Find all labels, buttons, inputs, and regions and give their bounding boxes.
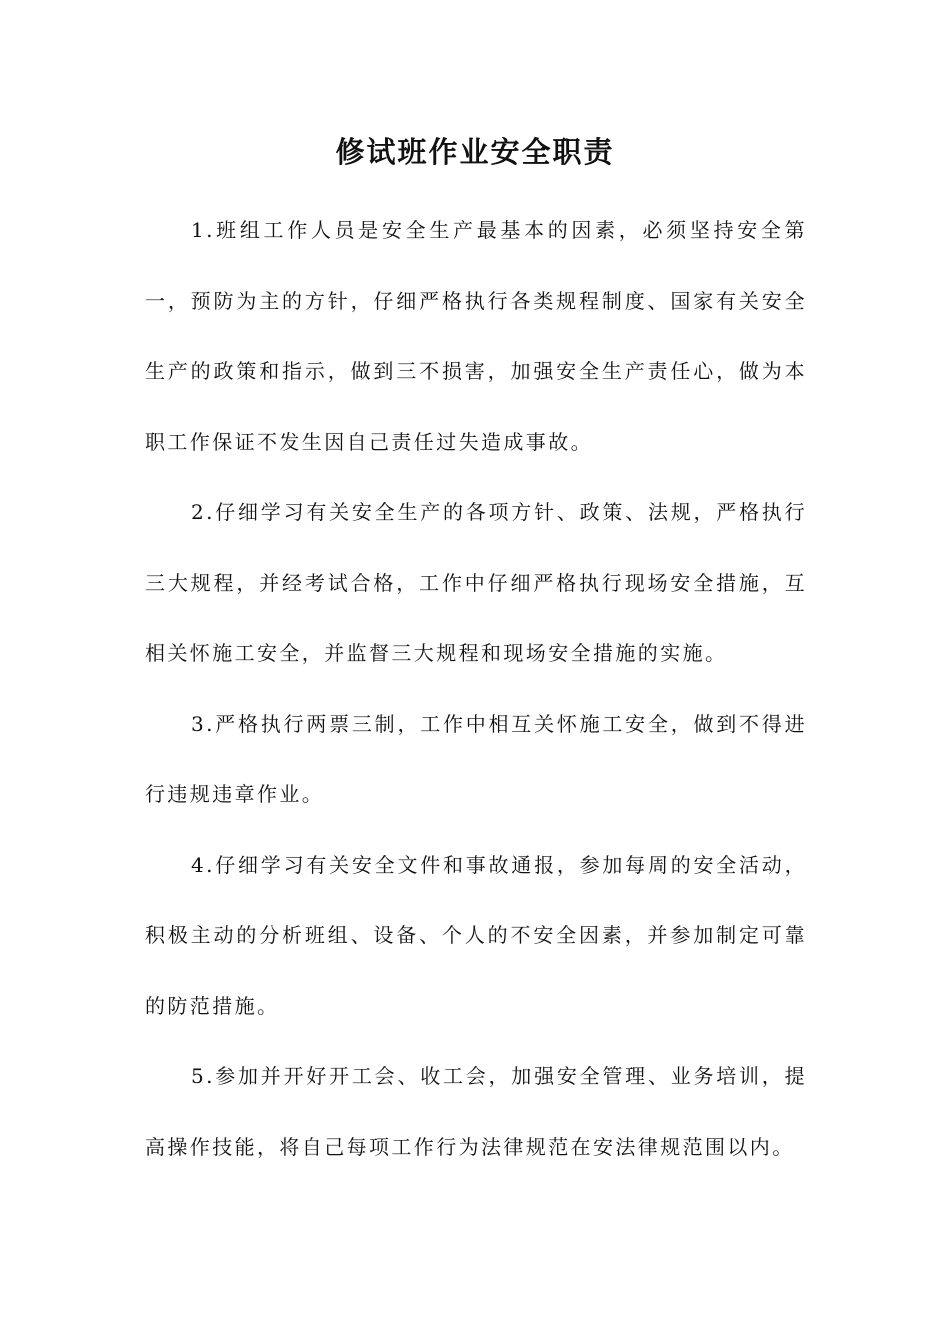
paragraph-1: 1.班组工作人员是安全生产最基本的因素，必须坚持安全第一，预防为主的方针，仔细严格执行各类规程制度、国家有关安全生产的政策和指示，做到三不损害，加强安全生产责任心，做为本职工作保证不发生因自己责任过失造成事故。 xyxy=(145,218,807,454)
document-body xyxy=(145,195,807,1182)
paragraph-5: 5.参加并开好开工会、收工会，加强安全管理、业务培训，提高操作技能，将自己每项工作行为法律规范在安法律规范围以内。 xyxy=(145,1064,807,1159)
document-title: 修试班作业安全职责 xyxy=(335,135,615,169)
paragraph-4: 4.仔细学习有关安全文件和事故通报，参加每周的安全活动，积极主动的分析班组、设备、个人的不安全因素，并参加制定可靠的防范措施。 xyxy=(145,852,807,1018)
paragraph-2: 2.仔细学习有关安全生产的各项方针、政策、法规，严格执行三大规程，并经考试合格，工作中仔细严格执行现场安全措施，互相关怀施工安全，并监督三大规程和现场安全措施的实施。 xyxy=(145,500,807,665)
paragraph-3: 3.严格执行两票三制，工作中相互关怀施工安全，做到不得进行违规违章作业。 xyxy=(145,711,807,806)
